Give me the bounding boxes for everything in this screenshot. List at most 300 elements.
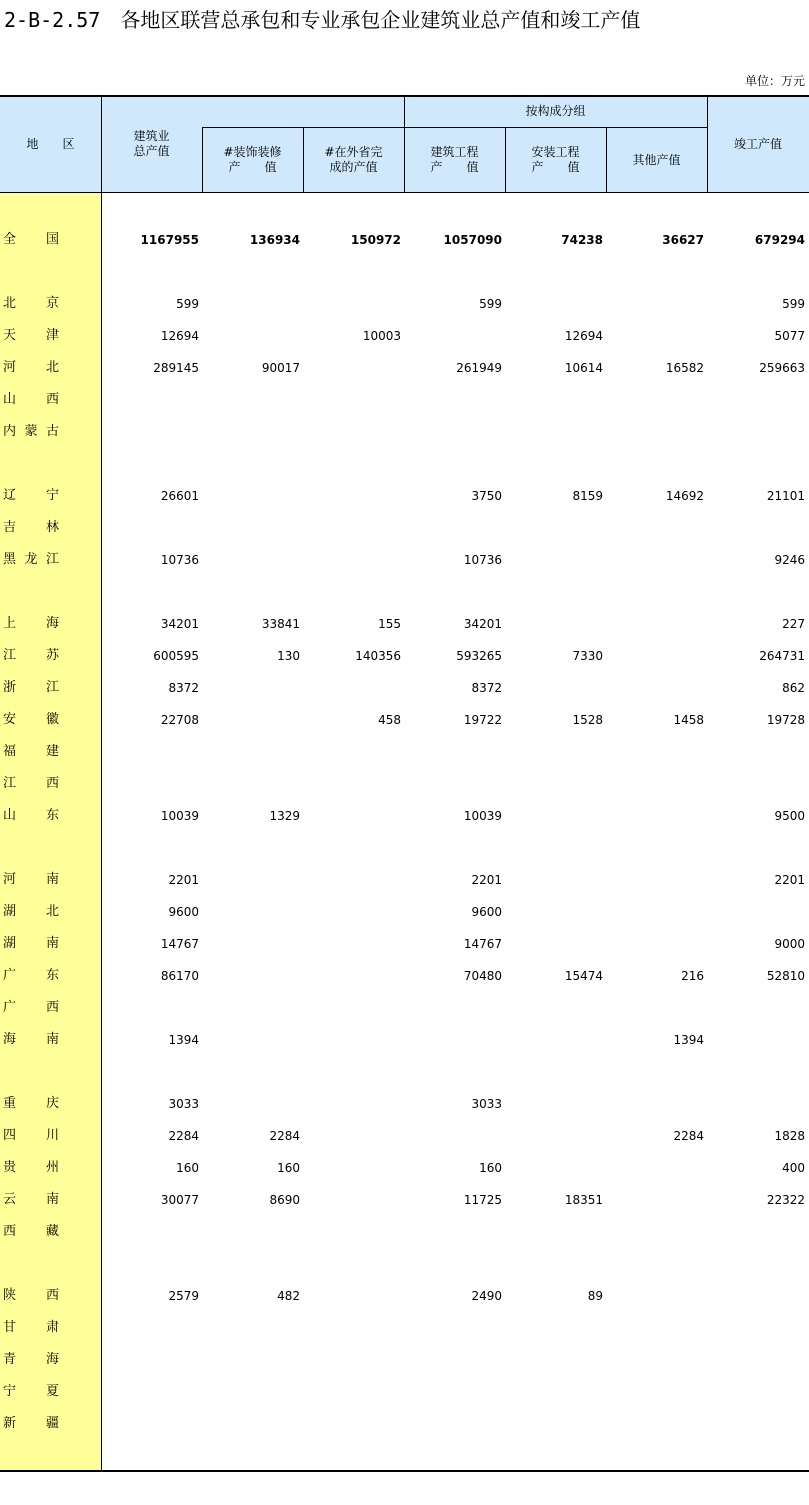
region-name: 浙江 [3, 680, 59, 695]
region-name: 云南 [3, 1192, 59, 1207]
table-row [0, 1152, 809, 1184]
region-name: 辽宁 [3, 488, 59, 503]
cell-decoration: 90017 [261, 361, 300, 375]
cell-outside-province [306, 416, 401, 448]
cell-gross-output [104, 512, 199, 544]
page-title [4, 4, 640, 33]
region-name: 海南 [3, 1032, 59, 1047]
cell-construction: 10039 [463, 809, 502, 823]
table-row [0, 672, 809, 704]
cell-completed [710, 384, 805, 416]
cell-gross-output: 2201 [168, 873, 199, 887]
cell-construction: 9600 [471, 905, 502, 919]
region-name: 四川 [3, 1128, 59, 1143]
cell-decoration [205, 768, 300, 800]
cell-decoration [205, 480, 300, 512]
cell-construction: 593265 [456, 649, 502, 663]
cell-decoration [205, 416, 300, 448]
region-name: 广西 [3, 1000, 59, 1015]
cell-completed: 1828 [774, 1129, 805, 1143]
cell-installation [508, 384, 603, 416]
cell-decoration: 8690 [269, 1193, 300, 1207]
cell-construction [407, 512, 502, 544]
cell-other: 1458 [673, 713, 704, 727]
cell-other [609, 736, 704, 768]
region-name: 青海 [3, 1352, 59, 1367]
cell-gross-output: 12694 [160, 329, 199, 343]
cell-other [609, 384, 704, 416]
region-name: 福建 [3, 744, 59, 759]
cell-decoration [205, 960, 300, 992]
cell-other [609, 928, 704, 960]
cell-completed [710, 416, 805, 448]
cell-installation [508, 1408, 603, 1440]
table-row [0, 1312, 809, 1344]
cell-outside-province [306, 736, 401, 768]
cell-outside-province [306, 800, 401, 832]
cell-outside-province [306, 512, 401, 544]
cell-outside-province [306, 1408, 401, 1440]
region-name: 河南 [3, 872, 59, 887]
table-row [0, 1344, 809, 1376]
cell-decoration [205, 928, 300, 960]
table-row [0, 384, 809, 416]
cell-decoration: 1329 [269, 809, 300, 823]
cell-other: 36627 [662, 233, 704, 247]
cell-completed: 22322 [766, 1193, 805, 1207]
cell-completed: 21101 [766, 489, 805, 503]
cell-installation [508, 768, 603, 800]
cell-decoration [205, 1344, 300, 1376]
header-outside-province: #在外省完 成的产值 [324, 145, 383, 174]
cell-installation [508, 288, 603, 320]
cell-other: 14692 [665, 489, 704, 503]
region-name: 山东 [3, 808, 59, 823]
cell-construction [407, 416, 502, 448]
cell-other [609, 512, 704, 544]
cell-outside-province: 140356 [355, 649, 401, 663]
cell-outside-province [306, 672, 401, 704]
cell-other [609, 1088, 704, 1120]
cell-other [609, 992, 704, 1024]
cell-outside-province [306, 1184, 401, 1216]
header-construction: 建筑工程 产 值 [430, 145, 479, 174]
cell-decoration [205, 704, 300, 736]
cell-outside-province [306, 928, 401, 960]
cell-gross-output: 14767 [160, 937, 199, 951]
region-name: 安徽 [3, 712, 59, 727]
cell-gross-output: 8372 [168, 681, 199, 695]
cell-outside-province [306, 992, 401, 1024]
table-row [0, 1408, 809, 1440]
cell-gross-output: 9600 [168, 905, 199, 919]
cell-outside-province [306, 544, 401, 576]
cell-construction [407, 1120, 502, 1152]
cell-completed [710, 1216, 805, 1248]
cell-installation: 8159 [572, 489, 603, 503]
cell-decoration [205, 896, 300, 928]
table-row [0, 800, 809, 832]
cell-other: 216 [681, 969, 704, 983]
cell-completed: 5077 [774, 329, 805, 343]
table-row [0, 736, 809, 768]
cell-installation: 7330 [572, 649, 603, 663]
cell-installation [508, 1120, 603, 1152]
cell-other [609, 1408, 704, 1440]
cell-construction [407, 1344, 502, 1376]
cell-gross-output: 34201 [160, 617, 199, 631]
cell-decoration [205, 672, 300, 704]
region-name: 吉林 [3, 520, 59, 535]
cell-decoration [205, 512, 300, 544]
header-region: 地 区 [26, 137, 75, 151]
region-name: 贵州 [3, 1160, 59, 1175]
cell-installation [508, 1344, 603, 1376]
table-row [0, 1024, 809, 1056]
region-name: 陕西 [3, 1288, 59, 1303]
cell-gross-output: 26601 [160, 489, 199, 503]
cell-other [609, 320, 704, 352]
cell-outside-province [306, 1216, 401, 1248]
cell-other [609, 1312, 704, 1344]
cell-construction: 3033 [471, 1097, 502, 1111]
cell-construction: 11725 [463, 1193, 502, 1207]
cell-installation: 1528 [572, 713, 603, 727]
cell-other [609, 768, 704, 800]
cell-gross-output: 2284 [168, 1129, 199, 1143]
cell-completed: 9246 [774, 553, 805, 567]
table-code: 2-B-2.57 [4, 8, 101, 32]
cell-gross-output: 22708 [160, 713, 199, 727]
cell-installation: 10614 [564, 361, 603, 375]
cell-other: 2284 [673, 1129, 704, 1143]
cell-decoration [205, 864, 300, 896]
table-row [0, 320, 809, 352]
cell-construction [407, 992, 502, 1024]
header-subrule [404, 127, 707, 128]
table-row [0, 1184, 809, 1216]
cell-completed: 227 [782, 617, 805, 631]
cell-completed: 19728 [766, 713, 805, 727]
table-row [0, 1120, 809, 1152]
cell-other [609, 1344, 704, 1376]
cell-other [609, 896, 704, 928]
table-row [0, 352, 809, 384]
cell-decoration [205, 1408, 300, 1440]
cell-completed [710, 1408, 805, 1440]
cell-gross-output [104, 416, 199, 448]
region-name: 内蒙古 [3, 424, 59, 439]
region-name: 宁夏 [3, 1384, 59, 1399]
cell-other: 1394 [673, 1033, 704, 1047]
cell-other [609, 544, 704, 576]
region-name: 新疆 [3, 1416, 59, 1431]
cell-decoration [205, 384, 300, 416]
cell-gross-output [104, 1376, 199, 1408]
cell-other [609, 416, 704, 448]
cell-outside-province [306, 384, 401, 416]
cell-completed [710, 1024, 805, 1056]
cell-decoration [205, 1024, 300, 1056]
cell-outside-province [306, 864, 401, 896]
cell-construction: 2201 [471, 873, 502, 887]
cell-gross-output: 160 [176, 1161, 199, 1175]
cell-completed [710, 896, 805, 928]
unit-label: 单位：万元 [744, 74, 805, 88]
cell-installation [508, 800, 603, 832]
cell-installation [508, 512, 603, 544]
header-gross-output: 建筑业 总产值 [133, 129, 170, 158]
cell-other [609, 1280, 704, 1312]
table-row [0, 480, 809, 512]
header-other: 其他产值 [632, 153, 681, 167]
cell-gross-output: 2579 [168, 1289, 199, 1303]
cell-completed: 599 [782, 297, 805, 311]
cell-construction: 34201 [463, 617, 502, 631]
cell-decoration [205, 736, 300, 768]
cell-gross-output: 289145 [153, 361, 199, 375]
cell-other [609, 608, 704, 640]
table-row [0, 416, 809, 448]
region-name: 西藏 [3, 1224, 59, 1239]
cell-construction [407, 320, 502, 352]
cell-gross-output: 599 [176, 297, 199, 311]
cell-completed [710, 1376, 805, 1408]
region-name: 甘肃 [3, 1320, 59, 1335]
cell-other [609, 640, 704, 672]
table-row [0, 896, 809, 928]
cell-construction: 261949 [456, 361, 502, 375]
table-row [0, 992, 809, 1024]
cell-completed: 259663 [759, 361, 805, 375]
cell-installation [508, 1152, 603, 1184]
cell-gross-output: 10736 [160, 553, 199, 567]
cell-construction: 14767 [463, 937, 502, 951]
table-bottom-rule [0, 1470, 809, 1472]
cell-construction: 8372 [471, 681, 502, 695]
cell-completed [710, 1280, 805, 1312]
cell-installation [508, 736, 603, 768]
cell-completed [710, 1312, 805, 1344]
cell-outside-province: 10003 [362, 329, 401, 343]
cell-gross-output: 30077 [160, 1193, 199, 1207]
cell-decoration [205, 288, 300, 320]
region-name: 黑龙江 [3, 552, 59, 567]
cell-outside-province [306, 1024, 401, 1056]
cell-completed: 264731 [759, 649, 805, 663]
cell-construction [407, 1024, 502, 1056]
cell-installation [508, 1088, 603, 1120]
cell-outside-province [306, 1088, 401, 1120]
cell-installation [508, 416, 603, 448]
cell-decoration [205, 1088, 300, 1120]
cell-completed [710, 512, 805, 544]
cell-installation [508, 544, 603, 576]
cell-construction: 10736 [463, 553, 502, 567]
cell-gross-output [104, 736, 199, 768]
cell-decoration [205, 320, 300, 352]
cell-installation [508, 1312, 603, 1344]
cell-outside-province [306, 768, 401, 800]
cell-completed: 9500 [774, 809, 805, 823]
table-row [0, 640, 809, 672]
cell-installation [508, 928, 603, 960]
region-name: 全国 [3, 232, 59, 247]
cell-outside-province [306, 1280, 401, 1312]
cell-completed [710, 992, 805, 1024]
cell-gross-output [104, 1216, 199, 1248]
cell-outside-province [306, 960, 401, 992]
table-row [0, 1280, 809, 1312]
table-row [0, 608, 809, 640]
cell-installation: 89 [587, 1289, 603, 1303]
cell-construction: 2490 [471, 1289, 502, 1303]
cell-decoration: 136934 [249, 233, 300, 247]
cell-other: 16582 [665, 361, 704, 375]
cell-decoration [205, 544, 300, 576]
table-row-national [0, 224, 809, 256]
table-row [0, 512, 809, 544]
cell-other [609, 1152, 704, 1184]
cell-installation [508, 864, 603, 896]
table-title: 各地区联营总承包和专业承包企业建筑业总产值和竣工产值 [120, 8, 641, 32]
cell-construction [407, 768, 502, 800]
cell-outside-province [306, 1344, 401, 1376]
cell-installation: 15474 [564, 969, 603, 983]
cell-completed: 862 [782, 681, 805, 695]
cell-other [609, 672, 704, 704]
header-composition-group: 按构成分组 [525, 104, 586, 118]
cell-completed: 2201 [774, 873, 805, 887]
cell-construction: 599 [479, 297, 502, 311]
cell-outside-province: 150972 [350, 233, 401, 247]
region-name: 湖南 [3, 936, 59, 951]
cell-other [609, 1376, 704, 1408]
table-row [0, 544, 809, 576]
cell-construction [407, 736, 502, 768]
cell-construction [407, 1216, 502, 1248]
cell-decoration [205, 1216, 300, 1248]
cell-installation: 74238 [561, 233, 603, 247]
cell-other [609, 288, 704, 320]
header-subrule [202, 127, 404, 128]
cell-outside-province [306, 896, 401, 928]
data-table [0, 95, 809, 1472]
cell-completed: 400 [782, 1161, 805, 1175]
cell-construction: 160 [479, 1161, 502, 1175]
cell-installation [508, 672, 603, 704]
cell-decoration [205, 992, 300, 1024]
header-completed: 竣工产值 [733, 137, 782, 151]
cell-decoration: 160 [277, 1161, 300, 1175]
table-row [0, 1376, 809, 1408]
cell-installation [508, 1216, 603, 1248]
cell-outside-province [306, 1376, 401, 1408]
cell-installation [508, 992, 603, 1024]
cell-installation: 18351 [564, 1193, 603, 1207]
cell-decoration: 482 [277, 1289, 300, 1303]
cell-outside-province: 155 [378, 617, 401, 631]
cell-decoration [205, 1376, 300, 1408]
cell-gross-output: 86170 [160, 969, 199, 983]
cell-completed: 9000 [774, 937, 805, 951]
region-name: 江苏 [3, 648, 59, 663]
cell-outside-province: 458 [378, 713, 401, 727]
cell-outside-province [306, 1312, 401, 1344]
cell-decoration: 130 [277, 649, 300, 663]
cell-other [609, 1184, 704, 1216]
cell-gross-output [104, 992, 199, 1024]
region-name: 江西 [3, 776, 59, 791]
header-decoration: #装饰装修 产 值 [223, 145, 282, 174]
region-name: 北京 [3, 296, 59, 311]
table-row [0, 704, 809, 736]
cell-outside-province [306, 480, 401, 512]
cell-outside-province [306, 288, 401, 320]
table-row [0, 1216, 809, 1248]
cell-gross-output [104, 768, 199, 800]
cell-installation [508, 1024, 603, 1056]
cell-decoration [205, 1312, 300, 1344]
cell-outside-province [306, 1152, 401, 1184]
table-row [0, 928, 809, 960]
cell-construction [407, 1376, 502, 1408]
cell-gross-output [104, 384, 199, 416]
cell-gross-output: 600595 [153, 649, 199, 663]
cell-completed: 679294 [754, 233, 805, 247]
cell-gross-output: 1167955 [140, 233, 199, 247]
cell-construction: 19722 [463, 713, 502, 727]
cell-other [609, 864, 704, 896]
cell-other [609, 1216, 704, 1248]
region-name: 山西 [3, 392, 59, 407]
region-name: 上海 [3, 616, 59, 631]
table-row [0, 768, 809, 800]
cell-installation [508, 1376, 603, 1408]
region-name: 河北 [3, 360, 59, 375]
cell-installation [508, 896, 603, 928]
region-name: 天津 [3, 328, 59, 343]
cell-outside-province [306, 1120, 401, 1152]
cell-completed [710, 1088, 805, 1120]
cell-gross-output: 10039 [160, 809, 199, 823]
cell-construction: 70480 [463, 969, 502, 983]
table-row [0, 1088, 809, 1120]
cell-gross-output [104, 1408, 199, 1440]
cell-gross-output: 1394 [168, 1033, 199, 1047]
cell-construction: 3750 [471, 489, 502, 503]
cell-construction [407, 1312, 502, 1344]
cell-completed [710, 768, 805, 800]
header-bottom-rule [0, 192, 809, 193]
cell-construction: 1057090 [443, 233, 502, 247]
cell-completed: 52810 [766, 969, 805, 983]
table-row [0, 288, 809, 320]
cell-gross-output: 3033 [168, 1097, 199, 1111]
header-installation: 安装工程 产 值 [531, 145, 580, 174]
region-name: 重庆 [3, 1096, 59, 1111]
cell-completed [710, 736, 805, 768]
cell-installation [508, 608, 603, 640]
cell-other [609, 800, 704, 832]
cell-decoration: 2284 [269, 1129, 300, 1143]
table-row [0, 864, 809, 896]
cell-construction [407, 1408, 502, 1440]
cell-completed [710, 1344, 805, 1376]
cell-gross-output [104, 1312, 199, 1344]
cell-gross-output [104, 1344, 199, 1376]
region-name: 广东 [3, 968, 59, 983]
